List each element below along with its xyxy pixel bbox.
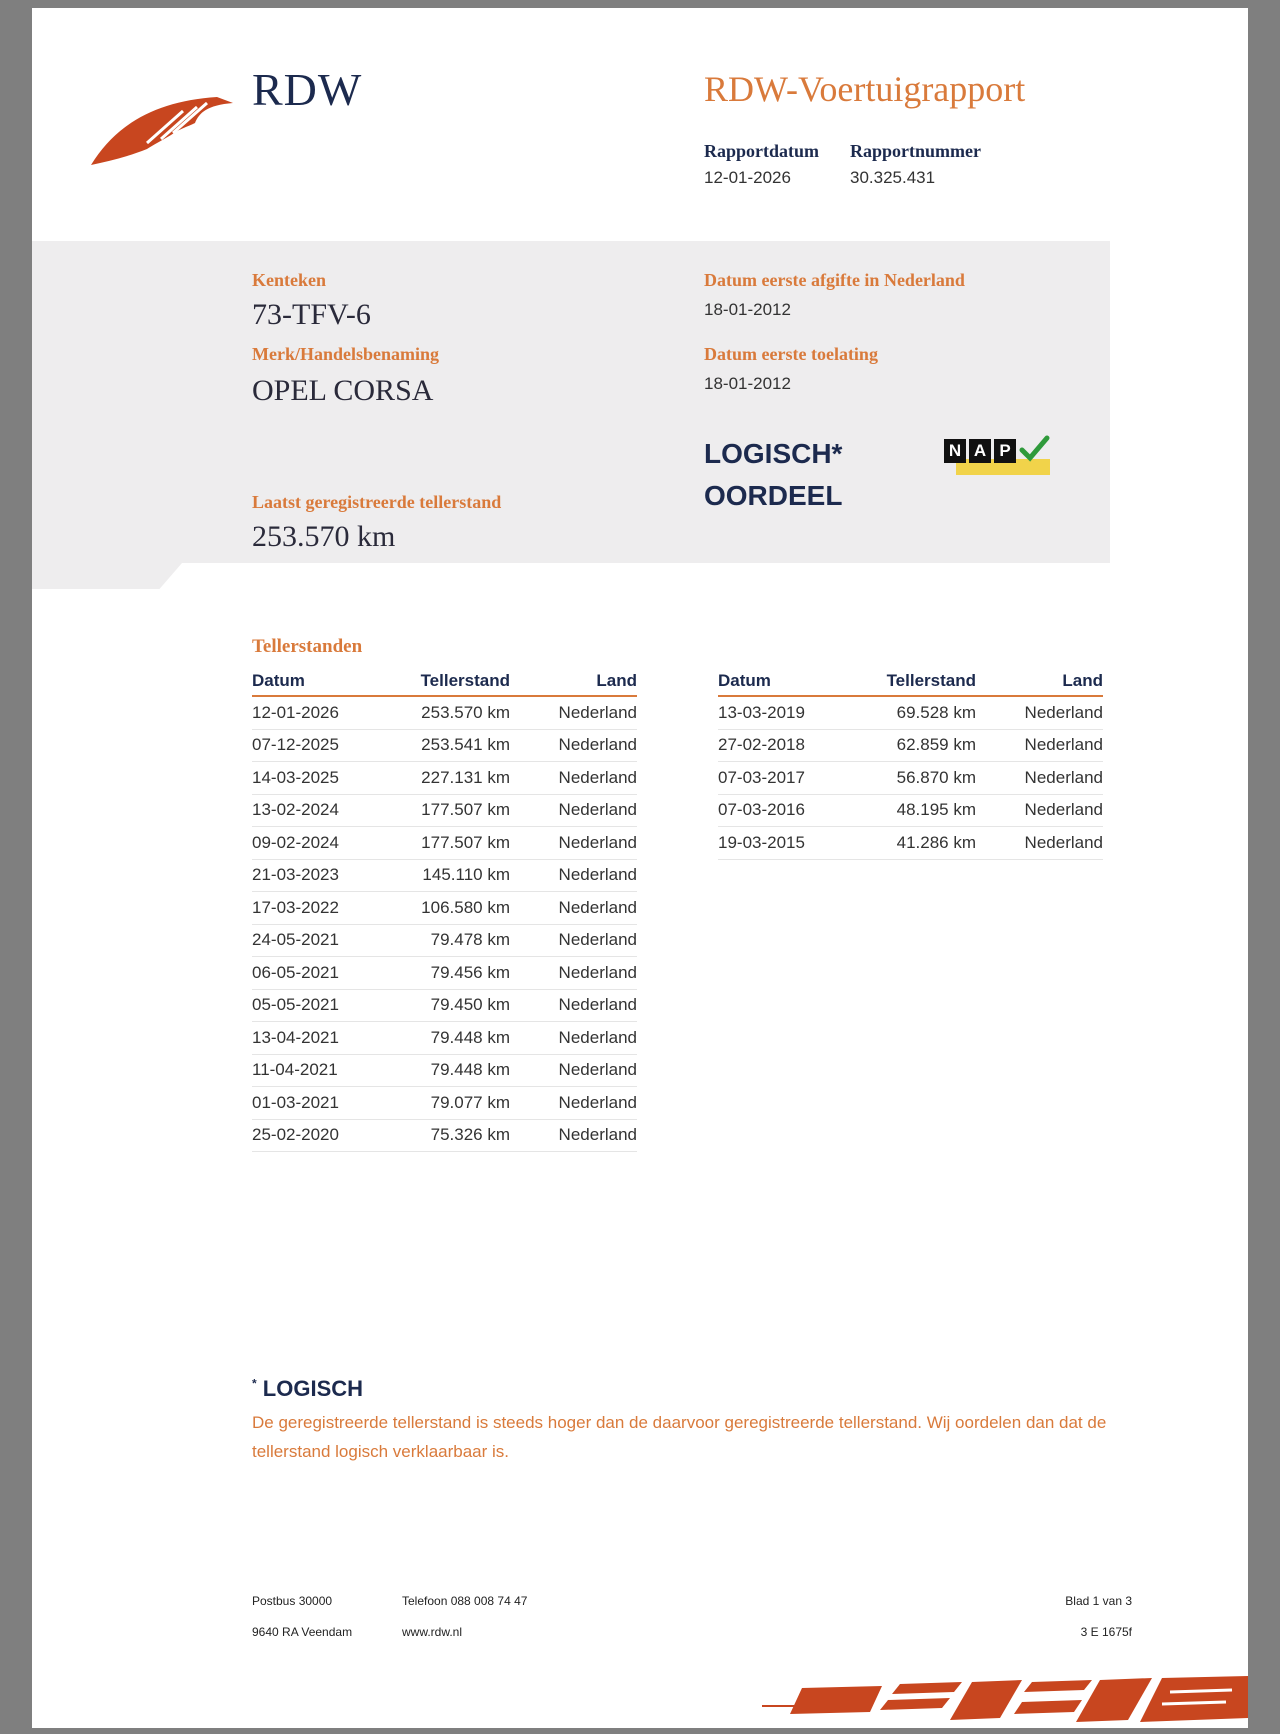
cell-country: Nederland — [510, 924, 637, 957]
verdict-line1: LOGISCH* — [704, 438, 843, 469]
cell-odometer: 56.870 km — [848, 762, 976, 795]
report-date: 12-01-2026 — [704, 168, 791, 187]
decorative-stripes-icon — [732, 1668, 1248, 1728]
table-row — [718, 762, 1103, 795]
cell-odometer: 48.195 km — [848, 794, 976, 827]
first-issue-nl-value: 18-01-2012 — [704, 300, 791, 319]
cell-odometer: 253.541 km — [382, 729, 510, 762]
report-title: RDW-Voertuigrapport — [704, 69, 1026, 109]
cell-date: 12-01-2026 — [252, 696, 382, 729]
make-label: Merk/Handelsbenaming — [252, 344, 440, 364]
cell-date: 21-03-2023 — [252, 859, 382, 892]
report-number-label: Rapportnummer — [850, 141, 981, 161]
footer-code: 3 E 1675f — [1080, 1625, 1132, 1639]
table-row — [252, 1087, 637, 1120]
cell-date: 07-03-2017 — [718, 762, 848, 795]
cell-odometer: 79.077 km — [382, 1087, 510, 1120]
cell-date: 13-02-2024 — [252, 794, 382, 827]
table-row — [252, 859, 637, 892]
make-value: OPEL CORSA — [252, 374, 434, 407]
column-header-date: Datum — [718, 667, 848, 696]
cell-country: Nederland — [510, 696, 637, 729]
table-row — [252, 989, 637, 1022]
cell-date: 17-03-2022 — [252, 892, 382, 925]
report-date-label: Rapportdatum — [704, 141, 820, 161]
cell-odometer: 106.580 km — [382, 892, 510, 925]
cell-country: Nederland — [510, 892, 637, 925]
cell-date: 11-04-2021 — [252, 1054, 382, 1087]
cell-date: 19-03-2015 — [718, 827, 848, 860]
cell-odometer: 75.326 km — [382, 1119, 510, 1152]
cell-country: Nederland — [510, 989, 637, 1022]
cell-date: 07-12-2025 — [252, 729, 382, 762]
nap-letter-p: P — [994, 439, 1016, 463]
first-admission-label: Datum eerste toelating — [704, 344, 878, 364]
cell-country: Nederland — [976, 827, 1103, 860]
report-number: 30.325.431 — [850, 168, 936, 187]
cell-date: 13-04-2021 — [252, 1022, 382, 1055]
cell-date: 25-02-2020 — [252, 1119, 382, 1152]
table-row — [718, 827, 1103, 860]
plate-value: 73-TFV-6 — [252, 298, 371, 331]
table-row — [252, 729, 637, 762]
last-odometer-value: 253.570 km — [252, 520, 396, 553]
cell-odometer: 79.448 km — [382, 1054, 510, 1087]
footer-address: 9640 RA Veendam — [252, 1625, 353, 1639]
note-text: De geregistreerde tellerstand is steeds hoger dan de daarvoor geregistreerde tellerstand. Wij oordelen dan dat de tellerstand logisch verklaarbaar is. — [252, 1413, 1107, 1461]
cell-date: 24-05-2021 — [252, 924, 382, 957]
panel-tab — [32, 563, 182, 589]
cell-date: 09-02-2024 — [252, 827, 382, 860]
table-row — [252, 794, 637, 827]
cell-country: Nederland — [510, 729, 637, 762]
cell-country: Nederland — [510, 1119, 637, 1152]
table-row — [718, 729, 1103, 762]
cell-odometer: 62.859 km — [848, 729, 976, 762]
column-header-date: Datum — [252, 667, 382, 696]
table-header-row — [718, 667, 1103, 696]
cell-country: Nederland — [510, 1054, 637, 1087]
cell-country: Nederland — [976, 696, 1103, 729]
cell-odometer: 79.450 km — [382, 989, 510, 1022]
odometer-table-left — [252, 667, 637, 1152]
brand-name: RDW — [252, 64, 363, 115]
cell-odometer: 145.110 km — [382, 859, 510, 892]
table-row — [718, 696, 1103, 729]
cell-date: 07-03-2016 — [718, 794, 848, 827]
column-header-country: Land — [510, 667, 637, 696]
footer-page-number: Blad 1 van 3 — [1065, 1594, 1132, 1608]
table-row — [252, 1054, 637, 1087]
table-row — [252, 1119, 637, 1152]
footer-website[interactable]: www.rdw.nl — [402, 1625, 463, 1639]
footer-phone: Telefoon 088 008 74 47 — [402, 1594, 528, 1608]
cell-odometer: 177.507 km — [382, 827, 510, 860]
cell-date: 01-03-2021 — [252, 1087, 382, 1120]
odometer-table-right — [718, 667, 1103, 860]
rdw-logo-icon — [87, 83, 237, 173]
first-admission-value: 18-01-2012 — [704, 374, 791, 393]
cell-date: 27-02-2018 — [718, 729, 848, 762]
cell-country: Nederland — [510, 859, 637, 892]
first-issue-nl-label: Datum eerste afgifte in Nederland — [704, 270, 965, 290]
cell-country: Nederland — [510, 957, 637, 990]
cell-country: Nederland — [976, 729, 1103, 762]
cell-odometer: 41.286 km — [848, 827, 976, 860]
cell-date: 06-05-2021 — [252, 957, 382, 990]
table-row — [252, 762, 637, 795]
cell-odometer: 79.478 km — [382, 924, 510, 957]
table-row — [252, 892, 637, 925]
column-header-odometer: Tellerstand — [382, 667, 510, 696]
cell-country: Nederland — [510, 762, 637, 795]
plate-label: Kenteken — [252, 270, 326, 290]
checkmark-icon — [1018, 433, 1050, 465]
cell-country: Nederland — [510, 794, 637, 827]
cell-date: 05-05-2021 — [252, 989, 382, 1022]
cell-odometer: 227.131 km — [382, 762, 510, 795]
table-row — [718, 794, 1103, 827]
cell-date: 14-03-2025 — [252, 762, 382, 795]
last-odometer-label: Laatst geregistreerde tellerstand — [252, 492, 502, 512]
column-header-odometer: Tellerstand — [848, 667, 976, 696]
table-header-row — [252, 667, 637, 696]
cell-odometer: 177.507 km — [382, 794, 510, 827]
nap-badge — [944, 433, 1054, 481]
cell-date: 13-03-2019 — [718, 696, 848, 729]
note-title — [252, 1376, 363, 1402]
nap-letter-a: A — [969, 439, 991, 463]
note-marker: * — [252, 1376, 257, 1391]
cell-country: Nederland — [510, 1087, 637, 1120]
odometer-section-title: Tellerstanden — [252, 636, 363, 657]
note-title-text: LOGISCH — [262, 1376, 364, 1401]
cell-country: Nederland — [976, 762, 1103, 795]
table-row — [252, 957, 637, 990]
cell-country: Nederland — [510, 827, 637, 860]
cell-odometer: 69.528 km — [848, 696, 976, 729]
verdict-line2: OORDEEL — [704, 480, 843, 511]
footer-postbus: Postbus 30000 — [252, 1594, 333, 1608]
cell-country: Nederland — [510, 1022, 637, 1055]
nap-letter-n: N — [944, 439, 966, 463]
table-row — [252, 827, 637, 860]
table-row — [252, 1022, 637, 1055]
table-row — [252, 696, 637, 729]
cell-country: Nederland — [976, 794, 1103, 827]
cell-odometer: 79.456 km — [382, 957, 510, 990]
report-page — [32, 8, 1248, 1728]
cell-odometer: 253.570 km — [382, 696, 510, 729]
table-row — [252, 924, 637, 957]
cell-odometer: 79.448 km — [382, 1022, 510, 1055]
column-header-country: Land — [976, 667, 1103, 696]
